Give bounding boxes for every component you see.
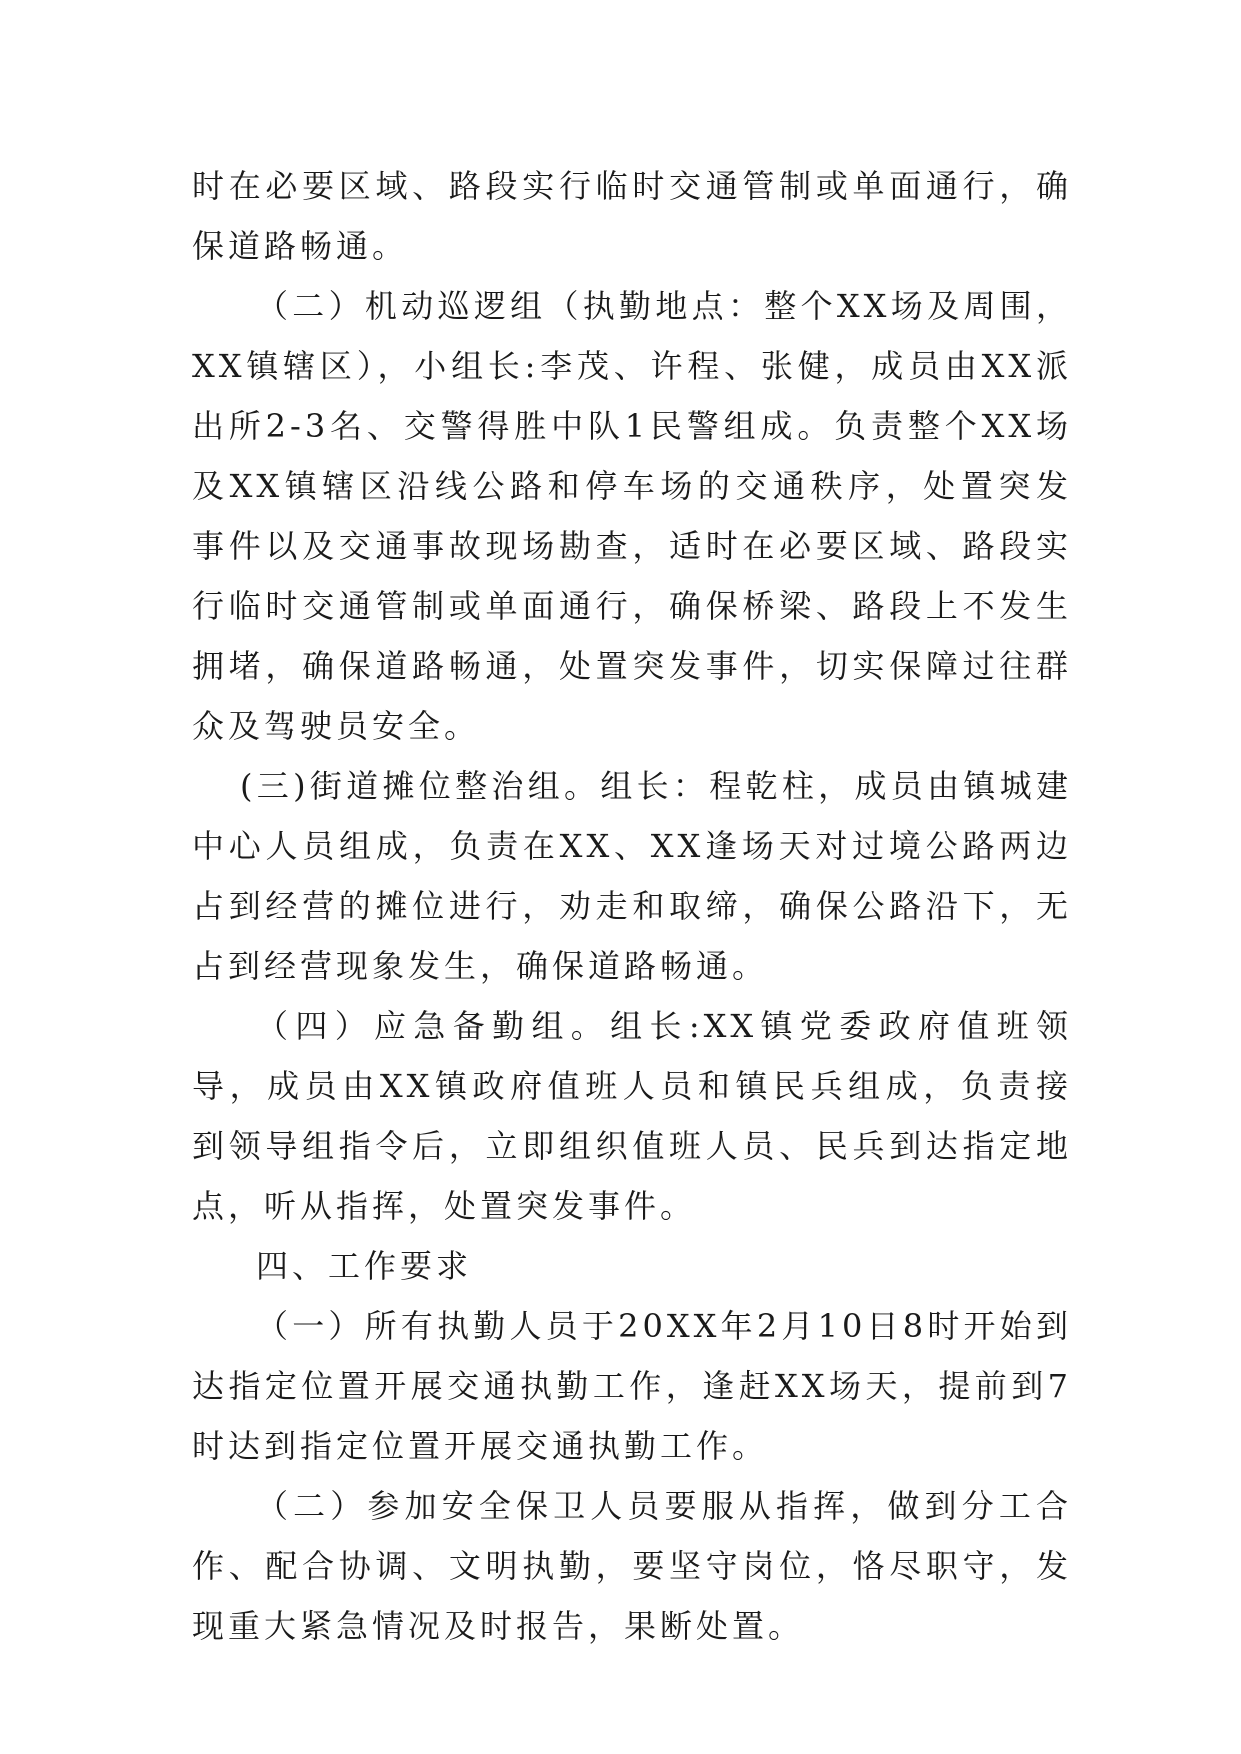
document-body — [192, 156, 1072, 1656]
paragraph-requirement-one: （一）所有执勤人员于20XX年2月10日8时开始到达指定位置开展交通执勤工作，逢赶XX场天，提前到7时达到指定位置开展交通执勤工作。 — [192, 1307, 1072, 1465]
section-heading-work-requirements: 四、工作要求 — [256, 1247, 473, 1285]
paragraph-street-stall-group: (三)街道摊位整治组。组长：程乾柱，成员由镇城建中心人员组成，负责在XX、XX逢场天对过境公路两边占到经营的摊位进行，劝走和取缔，确保公路沿下，无占到经营现象发生，确保道路畅通。 — [192, 767, 1072, 985]
paragraph-requirement-two: （二）参加安全保卫人员要服从指挥，做到分工合作、配合协调、文明执勤，要坚守岗位，恪尽职守，发现重大紧急情况及时报告，果断处置。 — [192, 1487, 1072, 1645]
paragraph-emergency-standby-group: （四）应急备勤组。组长:XX镇党委政府值班领导，成员由XX镇政府值班人员和镇民兵组成，负责接到领导组指令后，立即组织值班人员、民兵到达指定地点，听从指挥，处置突发事件。 — [192, 1007, 1072, 1225]
paragraph-continuation: 时在必要区域、路段实行临时交通管制或单面通行，确保道路畅通。 — [192, 167, 1072, 265]
paragraph-mobile-patrol-group: （二）机动巡逻组（执勤地点：整个XX场及周围，XX镇辖区），小组长:李茂、许程、张健，成员由XX派出所2-3名、交警得胜中队1民警组成。负责整个XX场及XX镇辖区沿线公路和停车场的交通秩序，处置突发事件以及交通事故现场勘查，适时在必要区域、路段实行临时交通管制或单面通行，确保桥梁、路段上不发生拥堵，确保道路畅通，处置突发事件，切实保障过往群众及驾驶员安全。 — [192, 287, 1072, 745]
